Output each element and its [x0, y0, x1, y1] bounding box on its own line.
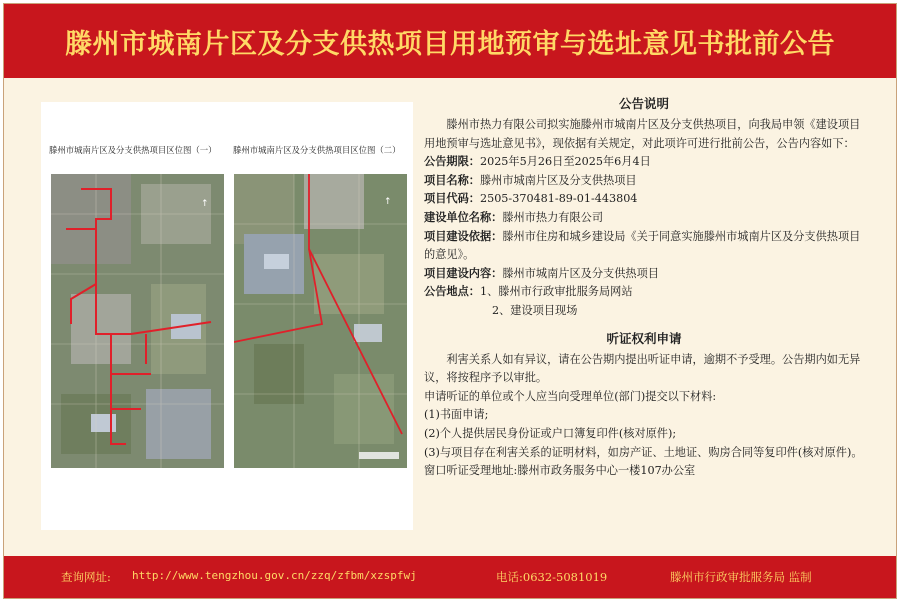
place-row — [424, 283, 864, 302]
satellite-map-1[interactable] — [51, 174, 224, 468]
place-1: 1、滕州市行政审批服务局网站 — [479, 285, 633, 299]
svg-text:↑: ↑ — [201, 199, 209, 209]
period-row — [424, 153, 864, 172]
place-label: 公告地点： — [424, 285, 480, 299]
website-link[interactable]: http://www.tengzhou.gov.cn/zzq/zfbm/xzspfwj — [132, 569, 417, 582]
basis-label: 项目建设依据： — [424, 229, 503, 243]
name-row — [424, 172, 864, 191]
map-caption-1: 滕州市城南片区及分支供热项目区位图（一） — [49, 145, 217, 155]
name-label: 项目名称： — [424, 173, 480, 187]
hearing-p1: 利害关系人如有异议，请在公告期内提出听证申请，逾期不予受理。公告期内如无异议，将按程序予以审批。 — [424, 352, 861, 385]
notice-intro: 滕州市热力有限公司拟实施滕州市城南片区及分支供热项目，向我局申领《建设项目用地预审与选址意见书》，现依据有关规定，对此项许可进行批前公告，公告内容如下： — [424, 118, 861, 150]
notice-heading: 公告说明 — [618, 96, 669, 111]
hearing-item-3: (3)与项目存在利害关系的证明材料，如房产证、土地证、购房合同等复印件(核对原件)。 — [424, 445, 863, 459]
code-value: 2505-370481-89-01-443804 — [479, 192, 638, 206]
notice-content — [424, 92, 864, 481]
map-caption-2: 滕州市城南片区及分支供热项目区位图（二） — [233, 145, 401, 155]
period-label: 公告期限： — [424, 155, 480, 169]
phone-number: 电话:0632-5081019 — [496, 570, 608, 584]
satellite-map-2[interactable] — [234, 174, 407, 468]
svg-text:↑: ↑ — [384, 197, 392, 207]
hearing-address: 窗口听证受理地址:滕州市政务服务中心一楼107办公室 — [424, 464, 696, 478]
unit-row — [424, 209, 864, 228]
content-row — [424, 265, 864, 284]
hearing-heading: 听证权利申请 — [606, 330, 682, 346]
footer-banner — [4, 556, 896, 598]
map-panel — [41, 102, 413, 530]
supervisor-text: 滕州市行政审批服务局 监制 — [670, 570, 812, 584]
basis-value: 滕州市住房和城乡建设局《关于同意实施滕州市城南片区及分支供热项目的意见》。 — [424, 229, 861, 262]
code-label: 项目代码： — [424, 192, 480, 206]
content-value: 滕州市城南片区及分支供热项目 — [502, 266, 659, 280]
notice-poster — [3, 3, 897, 599]
name-value: 滕州市城南片区及分支供热项目 — [479, 173, 637, 187]
unit-label: 建设单位名称： — [424, 210, 503, 224]
page-title: 滕州市城南片区及分支供热项目用地预审与选址意见书批前公告 — [65, 28, 835, 60]
place-2: 2、建设项目现场 — [492, 303, 578, 317]
hearing-item-2: (2)个人提供居民身份证或户口簿复印件(核对原件); — [424, 426, 677, 440]
header-banner — [4, 4, 896, 78]
content-label: 项目建设内容： — [424, 266, 503, 280]
period-value: 2025年5月26日至2025年6月4日 — [479, 155, 651, 169]
unit-value: 滕州市热力有限公司 — [502, 210, 604, 224]
hearing-item-1: (1)书面申请; — [424, 408, 489, 422]
website-label: 查询网址: — [61, 570, 111, 584]
basis-row — [424, 228, 864, 265]
hearing-p2: 申请听证的单位或个人应当向受理单位(部门)提交以下材料: — [424, 389, 717, 403]
code-row — [424, 190, 864, 209]
